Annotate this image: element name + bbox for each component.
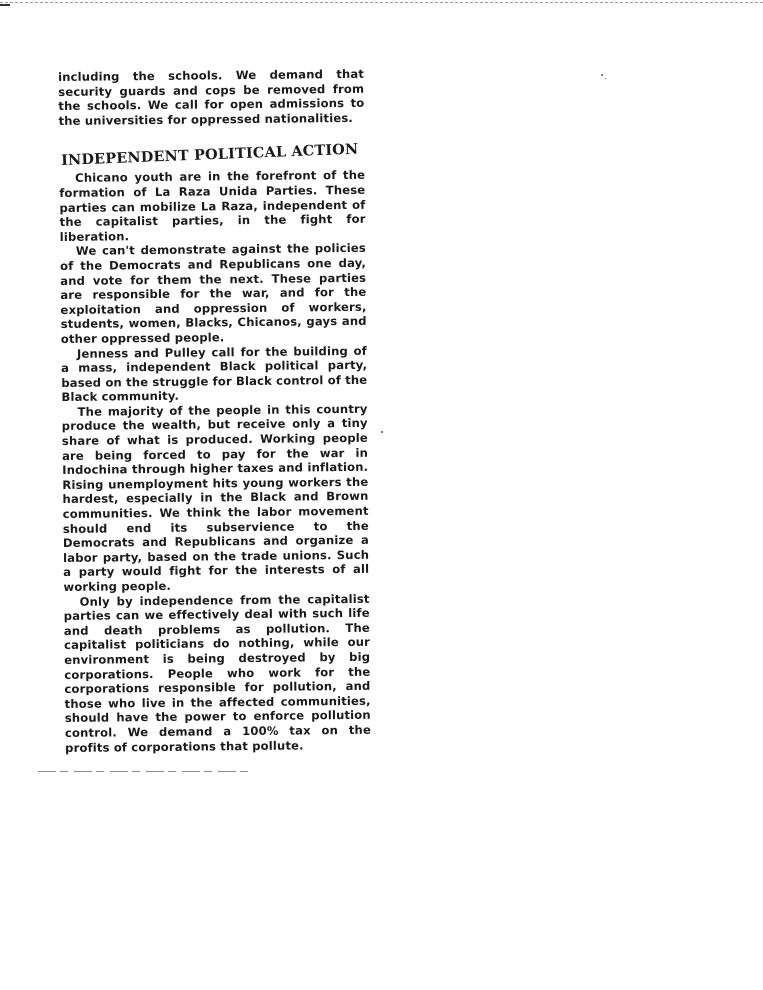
intro-paragraph: including the schools. We demand that security guards and cops be removed from the schools. We call for open admissions to the universities for oppressed nationalities. <box>58 66 365 128</box>
corner-mark <box>0 4 10 6</box>
paragraph-raza-unida: Chicano youth are in the forefront of the formation of La Raza Unida Parties. These parties can mobilize La Raza, independent of the capitalist parties, in the fight for liberation. <box>59 168 366 244</box>
paragraph-labor-party: The majority of the people in this country produce the wealth, but receive only a tiny share of what is produced. Working people are being forced to pay for the war in Indochina through higher taxes and inflation. Rising unemployment hits young workers the hardest, especially in the Black and Brown communities. We think the labor movement should end its subservience to the Democrats and Republicans and organize a labor party, based on the trade unions. Such a party would fight for the interests of all working people. <box>61 401 370 594</box>
paragraph-pollution: Only by independence from the capitalist parties can we effectively deal with such life and death problems as pollution. The capitalist politicians do nothing, while our environment is being destroyed by big corporations. People who work for the corporations responsible for pollution, and those who live in the affected communities, should have the power to enforce pollution control. We demand a 100% tax on the profits of corporations that pollute. <box>63 591 371 755</box>
scan-speck <box>381 431 383 433</box>
bottom-faint-rule <box>38 771 248 772</box>
top-edge-rule <box>0 2 763 3</box>
paragraph-black-party: Jenness and Pulley call for the building of a mass, independent Black political party, based on the struggle for Black control of the Black community. <box>61 343 368 405</box>
scan-speck <box>601 74 603 76</box>
scan-speck <box>605 78 606 79</box>
paragraph-democrats-republicans: We can't demonstrate against the policies of the Democrats and Republicans one day, and vote for them the next. These parties are responsible for the war, and for the exploitation and oppression of workers, students, women, Blacks, Chicanos, gays and other oppressed people. <box>59 241 367 346</box>
section-heading: INDEPENDENT POLITICAL ACTION <box>60 140 359 170</box>
article-column <box>58 67 371 755</box>
